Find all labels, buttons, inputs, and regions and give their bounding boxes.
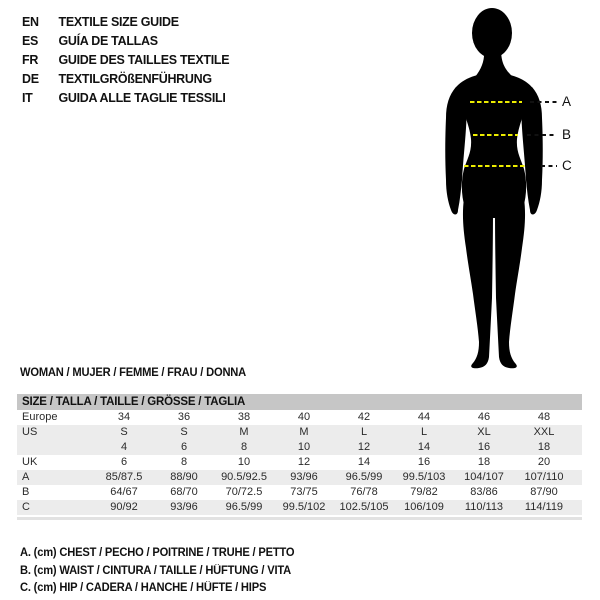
row-label: C (22, 501, 30, 513)
size-value: 6 (180, 441, 188, 453)
size-value: M (299, 426, 309, 438)
table-row (17, 485, 582, 500)
size-value: 16 (477, 441, 491, 453)
silhouette-right-leg (494, 198, 525, 368)
legend-line: B. (cm) WAIST / CINTURA / TAILLE / HÜFTUNG / VITA (20, 564, 292, 577)
row-values (94, 485, 574, 500)
size-value: 85/87.5 (105, 471, 143, 483)
language-title: TEXTILE SIZE GUIDE (58, 14, 179, 29)
row-label (17, 440, 94, 455)
language-row (22, 12, 229, 31)
size-table-header: SIZE / TALLA / TAILLE / GRÖSSE / TAGLIA (17, 394, 582, 410)
row-label: A (22, 471, 30, 483)
row-label: US (22, 426, 38, 438)
language-title-list (22, 12, 238, 107)
language-title: TEXTILGRÖßENFÜHRUNG (58, 71, 212, 86)
measurement-legend (20, 545, 303, 598)
language-row (22, 88, 229, 107)
size-table (17, 394, 582, 520)
legend-line: A. (cm) CHEST / PECHO / POITRINE / TRUHE / PETTO (20, 547, 295, 559)
size-value: 20 (537, 456, 551, 468)
size-value: XL (477, 426, 491, 438)
language-title: GUIDA ALLE TAGLIE TESSILI (58, 90, 226, 105)
size-value: 88/90 (170, 471, 198, 483)
marker-label-a: A (562, 94, 572, 109)
size-value: 104/107 (464, 471, 504, 483)
size-value: 14 (357, 456, 371, 468)
marker-label-c: C (562, 158, 572, 173)
size-table-body (17, 410, 582, 515)
size-value: L (360, 426, 368, 438)
row-values (94, 425, 574, 440)
size-value: 87/90 (530, 486, 558, 498)
size-value: 73/75 (290, 486, 318, 498)
size-value: 93/96 (290, 471, 318, 483)
size-value: 12 (357, 441, 371, 453)
row-values (94, 500, 574, 515)
size-value: 107/110 (524, 471, 564, 483)
table-row (17, 455, 582, 470)
size-value: 106/109 (404, 501, 444, 513)
silhouette-torso (454, 73, 534, 218)
size-value: 79/82 (410, 486, 438, 498)
size-value: 8 (180, 456, 188, 468)
size-value: 8 (240, 441, 248, 453)
row-label: B (22, 486, 30, 498)
size-value: 34 (117, 411, 131, 423)
size-value: 110/113 (464, 501, 504, 513)
size-value: XXL (533, 426, 555, 438)
row-values (94, 410, 574, 425)
size-value: 6 (120, 456, 128, 468)
size-value: 10 (237, 456, 251, 468)
size-value: 93/96 (170, 501, 198, 513)
size-value: S (120, 426, 128, 438)
table-row (17, 440, 582, 455)
row-values (94, 440, 574, 455)
language-code: FR (22, 52, 39, 67)
size-value: 44 (417, 411, 431, 423)
size-value: M (239, 426, 249, 438)
size-value: 16 (417, 456, 431, 468)
size-value: 99.5/102 (282, 501, 326, 513)
silhouette-left-leg (463, 198, 494, 368)
size-value: 42 (357, 411, 371, 423)
table-row (17, 470, 582, 485)
language-title: GUIDE DES TAILLES TEXTILE (58, 52, 230, 67)
size-value: 14 (417, 441, 431, 453)
table-row (17, 425, 582, 440)
size-value: 40 (297, 411, 311, 423)
woman-silhouette (445, 8, 543, 368)
size-value: 76/78 (350, 486, 378, 498)
size-value: 48 (537, 411, 551, 423)
size-value: 96.5/99 (225, 501, 263, 513)
size-value: 38 (237, 411, 251, 423)
row-values (94, 470, 574, 485)
row-label: UK (22, 456, 38, 468)
size-value: 10 (297, 441, 311, 453)
language-code: IT (22, 90, 33, 105)
table-row (17, 500, 582, 515)
language-code: DE (22, 71, 39, 86)
size-value: 4 (120, 441, 128, 453)
size-value: 70/72.5 (225, 486, 263, 498)
size-value: 18 (477, 456, 491, 468)
language-code: ES (22, 33, 39, 48)
woman-silhouette-figure (400, 0, 600, 380)
section-title-woman: WOMAN / MUJER / FEMME / FRAU / DONNA (20, 367, 247, 379)
marker-label-b: B (562, 127, 572, 142)
size-value: 114/119 (524, 501, 564, 513)
legend-line: C. (cm) HIP / CADERA / HANCHE / HÜFTE / HIPS (20, 582, 267, 594)
size-value: 64/67 (110, 486, 138, 498)
size-value: 96.5/99 (345, 471, 383, 483)
size-value: 90/92 (110, 501, 138, 513)
size-value: 83/86 (470, 486, 498, 498)
size-value: 90.5/92.5 (221, 471, 267, 483)
size-value: 18 (537, 441, 551, 453)
language-row (22, 50, 229, 69)
size-value: S (180, 426, 188, 438)
language-row (22, 69, 229, 88)
table-bottom-rule (17, 517, 582, 520)
size-value: 12 (297, 456, 311, 468)
table-row (17, 410, 582, 425)
language-title: GUÍA DE TALLAS (58, 33, 158, 48)
language-code: EN (22, 14, 39, 29)
row-values (94, 455, 574, 470)
size-value: 68/70 (170, 486, 198, 498)
size-value: 102.5/105 (339, 501, 389, 513)
row-label: Europe (22, 411, 58, 423)
size-value: 46 (477, 411, 491, 423)
size-value: 99.5/103 (402, 471, 446, 483)
size-value: L (420, 426, 428, 438)
language-row (22, 31, 229, 50)
size-value: 36 (177, 411, 191, 423)
